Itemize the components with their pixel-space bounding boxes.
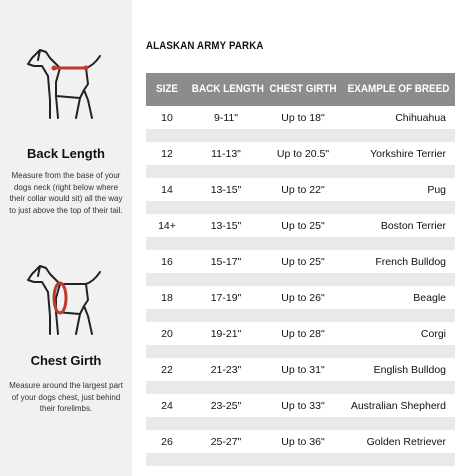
cell-back-length: 11-13" <box>211 148 241 160</box>
chest-girth-description: Measure around the largest part of your dogs chest, just behind their forelimbs. <box>9 381 123 413</box>
cell-breed: Australian Shepherd <box>350 400 446 412</box>
cell-size: 26 <box>161 436 173 448</box>
table-row <box>146 214 455 250</box>
cell-back-length: 21-23" <box>210 364 242 376</box>
dog-back-length-icon <box>20 40 110 130</box>
cell-breed: Boston Terrier <box>380 220 446 232</box>
header-chest-girth: CHEST GIRTH <box>269 83 337 95</box>
cell-size: 10 <box>161 112 173 124</box>
cell-chest-girth: Up to 26" <box>281 292 325 304</box>
cell-breed: Golden Retriever <box>366 436 446 448</box>
cell-chest-girth: Up to 25" <box>281 220 325 232</box>
cell-size: 16 <box>161 256 173 268</box>
cell-chest-girth: Up to 22" <box>281 184 325 196</box>
table-row <box>146 394 455 430</box>
dog-chest-girth-icon <box>20 256 110 346</box>
cell-back-length: 9-11" <box>214 112 238 124</box>
cell-back-length: 17-19" <box>210 292 242 304</box>
table-row <box>146 250 455 286</box>
cell-size: 12 <box>161 148 173 160</box>
table-row <box>146 430 455 466</box>
row-divider-band <box>146 309 455 322</box>
row-divider-band <box>146 165 455 178</box>
cell-back-length: 19-21" <box>210 328 242 340</box>
row-divider-band <box>146 237 455 250</box>
cell-size: 14+ <box>158 220 176 232</box>
cell-size: 22 <box>161 364 173 376</box>
cell-back-length: 15-17" <box>210 256 242 268</box>
cell-breed: Pug <box>427 184 446 196</box>
cell-chest-girth: Up to 18" <box>281 112 325 124</box>
chest-girth-title: Chest Girth <box>30 353 102 368</box>
row-divider-band <box>146 345 455 358</box>
cell-back-length: 13-15" <box>210 184 242 196</box>
row-divider-band <box>146 129 455 142</box>
cell-chest-girth: Up to 20.5" <box>276 148 330 160</box>
cell-breed: English Bulldog <box>373 364 446 376</box>
table-row <box>146 322 455 358</box>
cell-chest-girth: Up to 28" <box>281 328 325 340</box>
table-title: ALASKAN ARMY PARKA <box>146 40 264 52</box>
cell-back-length: 25-27" <box>210 436 242 448</box>
row-divider-band <box>146 273 455 286</box>
cell-size: 24 <box>161 400 173 412</box>
cell-back-length: 23-25" <box>210 400 242 412</box>
back-length-description: Measure from the base of your dogs neck (right below where their collar would sit) all the way to just above the top of their tail. <box>9 171 123 215</box>
row-divider-band <box>146 201 455 214</box>
cell-breed: Beagle <box>413 292 446 304</box>
size-table <box>146 73 455 466</box>
cell-back-length: 13-15" <box>210 220 242 232</box>
table-row <box>146 358 455 394</box>
cell-size: 20 <box>161 328 173 340</box>
back-length-title: Back Length <box>26 146 105 161</box>
cell-chest-girth: Up to 31" <box>281 364 325 376</box>
table-body <box>146 106 455 466</box>
row-divider-band <box>146 417 455 430</box>
cell-breed: Chihuahua <box>395 112 446 124</box>
table-row <box>146 178 455 214</box>
cell-size: 14 <box>161 184 173 196</box>
table-row <box>146 142 455 178</box>
cell-chest-girth: Up to 33" <box>281 400 325 412</box>
cell-breed: Corgi <box>420 328 446 340</box>
table-row <box>146 286 455 322</box>
cell-breed: Yorkshire Terrier <box>370 148 446 160</box>
row-divider-band <box>146 381 455 394</box>
header-example-breed: EXAMPLE OF BREED <box>347 83 450 95</box>
table-header-row <box>146 73 455 106</box>
row-divider-band <box>146 453 455 466</box>
cell-chest-girth: Up to 25" <box>281 256 325 268</box>
measurement-guide-panel <box>0 0 132 476</box>
table-row <box>146 106 455 142</box>
header-size: SIZE <box>155 83 178 95</box>
cell-size: 18 <box>161 292 173 304</box>
cell-chest-girth: Up to 36" <box>281 436 325 448</box>
header-back-length: BACK LENGTH <box>191 83 264 95</box>
cell-breed: French Bulldog <box>375 256 446 268</box>
